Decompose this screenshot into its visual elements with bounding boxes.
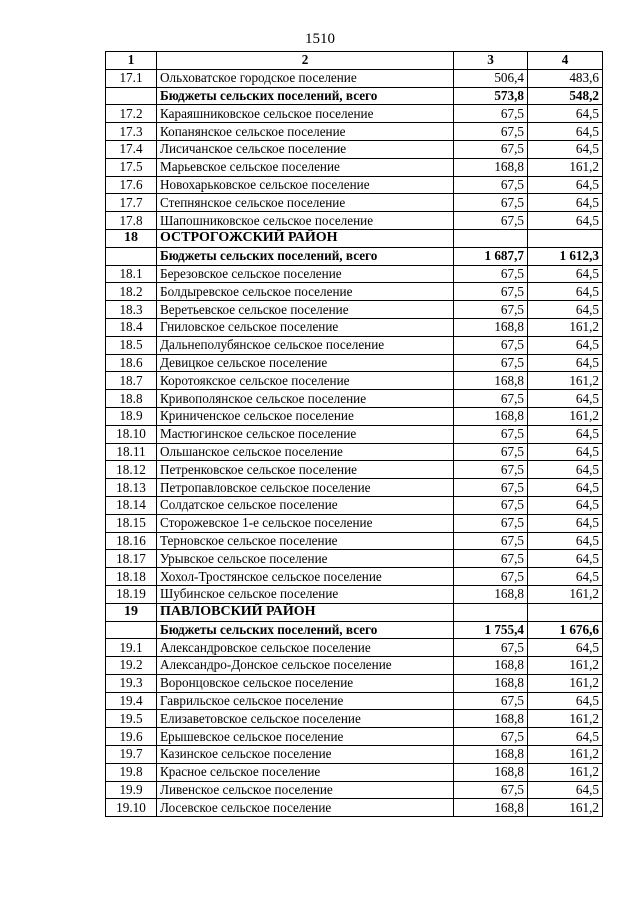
- row-number-cell: 19.1: [106, 639, 157, 657]
- row-value-col4-cell: 161,2: [528, 763, 603, 781]
- row-number-cell: 18.10: [106, 425, 157, 443]
- row-value-col4-cell: 64,5: [528, 105, 603, 123]
- row-value-col3-cell: 67,5: [454, 354, 528, 372]
- table-row: [106, 639, 603, 657]
- row-value-col3-cell: 67,5: [454, 336, 528, 354]
- row-value-col4-cell: 64,5: [528, 194, 603, 212]
- table-row: [106, 514, 603, 532]
- row-number-cell: [106, 621, 157, 639]
- table-row: [106, 799, 603, 817]
- table-row: [106, 140, 603, 158]
- row-value-col4-cell: 64,5: [528, 123, 603, 141]
- row-number-cell: 18.19: [106, 585, 157, 603]
- row-name-cell: Кривополянское сельское поселение: [157, 390, 454, 408]
- row-value-col4-cell: [528, 603, 603, 621]
- row-value-col3-cell: 67,5: [454, 301, 528, 319]
- row-name-cell: Дальнеполубянское сельское поселение: [157, 336, 454, 354]
- row-value-col4-cell: 64,5: [528, 532, 603, 550]
- row-value-col4-cell: 64,5: [528, 496, 603, 514]
- row-name-cell: Петропавловское сельское поселение: [157, 479, 454, 497]
- table-row: [106, 123, 603, 141]
- header-col-3: 3: [454, 52, 528, 70]
- row-name-cell: Александро-Донское сельское поселение: [157, 657, 454, 675]
- table-row: [106, 657, 603, 675]
- row-number-cell: 17.7: [106, 194, 157, 212]
- row-number-cell: 18.13: [106, 479, 157, 497]
- row-number-cell: 18: [106, 229, 157, 247]
- budget-table-body: [106, 52, 603, 817]
- table-row: [106, 674, 603, 692]
- table-row: [106, 692, 603, 710]
- row-value-col4-cell: 161,2: [528, 372, 603, 390]
- row-value-col3-cell: 168,8: [454, 372, 528, 390]
- row-value-col3-cell: 67,5: [454, 212, 528, 230]
- row-name-cell: Копанянское сельское поселение: [157, 123, 454, 141]
- row-name-cell: Бюджеты сельских поселений, всего: [157, 87, 454, 105]
- table-row: [106, 781, 603, 799]
- row-value-col3-cell: 67,5: [454, 496, 528, 514]
- header-col-4: 4: [528, 52, 603, 70]
- row-number-cell: 19: [106, 603, 157, 621]
- row-value-col3-cell: 67,5: [454, 532, 528, 550]
- table-row: [106, 194, 603, 212]
- row-value-col3-cell: 168,8: [454, 799, 528, 817]
- row-value-col3-cell: 67,5: [454, 639, 528, 657]
- table-row: [106, 496, 603, 514]
- table-row: [106, 585, 603, 603]
- row-name-cell: Степнянское сельское поселение: [157, 194, 454, 212]
- row-name-cell: Новохарьковское сельское поселение: [157, 176, 454, 194]
- table-row: [106, 461, 603, 479]
- row-value-col3-cell: 67,5: [454, 140, 528, 158]
- row-name-cell: Ерышевское сельское поселение: [157, 728, 454, 746]
- row-value-col4-cell: 1 676,6: [528, 621, 603, 639]
- row-name-cell: Лисичанское сельское поселение: [157, 140, 454, 158]
- row-value-col3-cell: 168,8: [454, 657, 528, 675]
- table-row: [106, 568, 603, 586]
- row-value-col4-cell: 161,2: [528, 674, 603, 692]
- row-name-cell: Лосевское сельское поселение: [157, 799, 454, 817]
- table-row: [106, 390, 603, 408]
- row-value-col4-cell: 64,5: [528, 479, 603, 497]
- row-number-cell: 18.8: [106, 390, 157, 408]
- row-value-col3-cell: 67,5: [454, 728, 528, 746]
- row-number-cell: 19.5: [106, 710, 157, 728]
- row-name-cell: Гаврильское сельское поселение: [157, 692, 454, 710]
- row-value-col4-cell: 64,5: [528, 443, 603, 461]
- row-value-col4-cell: 1 612,3: [528, 247, 603, 265]
- row-value-col3-cell: 1 687,7: [454, 247, 528, 265]
- row-name-cell: Терновское сельское поселение: [157, 532, 454, 550]
- row-value-col3-cell: 506,4: [454, 69, 528, 87]
- row-name-cell: Веретьевское сельское поселение: [157, 301, 454, 319]
- header-col-1: 1: [106, 52, 157, 70]
- table-row: [106, 532, 603, 550]
- row-value-col4-cell: 64,5: [528, 176, 603, 194]
- row-name-cell: Гниловское сельское поселение: [157, 318, 454, 336]
- total-row: [106, 87, 603, 105]
- row-value-col4-cell: 161,2: [528, 158, 603, 176]
- row-value-col3-cell: 67,5: [454, 123, 528, 141]
- total-row: [106, 621, 603, 639]
- row-value-col4-cell: 64,5: [528, 354, 603, 372]
- table-row: [106, 158, 603, 176]
- table-row: [106, 763, 603, 781]
- table-row: [106, 728, 603, 746]
- row-number-cell: [106, 247, 157, 265]
- row-value-col4-cell: 161,2: [528, 710, 603, 728]
- row-value-col4-cell: 64,5: [528, 781, 603, 799]
- row-number-cell: 18.7: [106, 372, 157, 390]
- row-number-cell: 19.10: [106, 799, 157, 817]
- table-row: [106, 69, 603, 87]
- table-row: [106, 265, 603, 283]
- table-row: [106, 336, 603, 354]
- table-row: [106, 443, 603, 461]
- row-value-col4-cell: 548,2: [528, 87, 603, 105]
- row-value-col3-cell: 67,5: [454, 265, 528, 283]
- row-number-cell: 17.2: [106, 105, 157, 123]
- row-value-col4-cell: 161,2: [528, 585, 603, 603]
- row-value-col4-cell: 64,5: [528, 140, 603, 158]
- row-name-cell: Сторожевское 1-е сельское поселение: [157, 514, 454, 532]
- page-number: 1510: [305, 31, 335, 47]
- row-value-col3-cell: 168,8: [454, 763, 528, 781]
- table-row: [106, 212, 603, 230]
- budget-table: [105, 51, 603, 817]
- row-number-cell: 17.8: [106, 212, 157, 230]
- row-value-col3-cell: 168,8: [454, 674, 528, 692]
- row-value-col4-cell: 161,2: [528, 746, 603, 764]
- row-number-cell: 18.5: [106, 336, 157, 354]
- row-value-col4-cell: 64,5: [528, 283, 603, 301]
- row-number-cell: 17.6: [106, 176, 157, 194]
- row-value-col3-cell: 168,8: [454, 318, 528, 336]
- row-number-cell: 19.8: [106, 763, 157, 781]
- row-name-cell: Ольховатское городское поселение: [157, 69, 454, 87]
- row-value-col3-cell: 168,8: [454, 585, 528, 603]
- total-row: [106, 247, 603, 265]
- row-value-col3-cell: 67,5: [454, 514, 528, 532]
- row-name-cell: Криниченское сельское поселение: [157, 407, 454, 425]
- row-name-cell: Шапошниковское сельское поселение: [157, 212, 454, 230]
- row-name-cell: Ливенское сельское поселение: [157, 781, 454, 799]
- row-name-cell: Хохол-Тростянское сельское поселение: [157, 568, 454, 586]
- row-value-col4-cell: 161,2: [528, 318, 603, 336]
- row-number-cell: 18.9: [106, 407, 157, 425]
- row-value-col4-cell: 64,5: [528, 301, 603, 319]
- row-value-col3-cell: 67,5: [454, 105, 528, 123]
- row-value-col4-cell: 64,5: [528, 514, 603, 532]
- table-row: [106, 550, 603, 568]
- table-row: [106, 479, 603, 497]
- row-name-cell: Елизаветовское сельское поселение: [157, 710, 454, 728]
- row-number-cell: 18.11: [106, 443, 157, 461]
- row-value-col3-cell: 67,5: [454, 461, 528, 479]
- row-name-cell: Ольшанское сельское поселение: [157, 443, 454, 461]
- row-value-col3-cell: 67,5: [454, 194, 528, 212]
- table-row: [106, 301, 603, 319]
- row-number-cell: 18.2: [106, 283, 157, 301]
- row-name-cell: Болдыревское сельское поселение: [157, 283, 454, 301]
- row-value-col3-cell: 168,8: [454, 407, 528, 425]
- row-name-cell: Бюджеты сельских поселений, всего: [157, 621, 454, 639]
- row-name-cell: ОСТРОГОЖСКИЙ РАЙОН: [157, 229, 454, 247]
- row-value-col3-cell: 168,8: [454, 158, 528, 176]
- row-value-col4-cell: 64,5: [528, 692, 603, 710]
- row-number-cell: 18.15: [106, 514, 157, 532]
- row-value-col4-cell: 64,5: [528, 550, 603, 568]
- row-name-cell: Красное сельское поселение: [157, 763, 454, 781]
- row-value-col4-cell: 64,5: [528, 336, 603, 354]
- table-header-row: [106, 52, 603, 70]
- table-row: [106, 407, 603, 425]
- row-value-col4-cell: 161,2: [528, 799, 603, 817]
- row-number-cell: 19.2: [106, 657, 157, 675]
- row-value-col3-cell: 67,5: [454, 550, 528, 568]
- row-number-cell: 18.14: [106, 496, 157, 514]
- row-number-cell: 17.3: [106, 123, 157, 141]
- row-number-cell: 18.16: [106, 532, 157, 550]
- table-row: [106, 176, 603, 194]
- row-name-cell: Коротоякское сельское поселение: [157, 372, 454, 390]
- row-value-col3-cell: 67,5: [454, 443, 528, 461]
- row-name-cell: Шубинское сельское поселение: [157, 585, 454, 603]
- row-value-col4-cell: 64,5: [528, 568, 603, 586]
- row-number-cell: 17.1: [106, 69, 157, 87]
- row-value-col4-cell: 161,2: [528, 657, 603, 675]
- row-value-col3-cell: [454, 229, 528, 247]
- row-number-cell: 18.4: [106, 318, 157, 336]
- row-name-cell: Бюджеты сельских поселений, всего: [157, 247, 454, 265]
- row-name-cell: Петренковское сельское поселение: [157, 461, 454, 479]
- row-value-col3-cell: 67,5: [454, 692, 528, 710]
- row-name-cell: Солдатское сельское поселение: [157, 496, 454, 514]
- row-name-cell: ПАВЛОВСКИЙ РАЙОН: [157, 603, 454, 621]
- row-number-cell: 19.9: [106, 781, 157, 799]
- row-name-cell: Караяшниковское сельское поселение: [157, 105, 454, 123]
- row-value-col3-cell: 168,8: [454, 710, 528, 728]
- table-row: [106, 746, 603, 764]
- row-number-cell: [106, 87, 157, 105]
- row-name-cell: Казинское сельское поселение: [157, 746, 454, 764]
- header-col-2: 2: [157, 52, 454, 70]
- row-value-col3-cell: 168,8: [454, 746, 528, 764]
- row-number-cell: 19.6: [106, 728, 157, 746]
- row-value-col4-cell: [528, 229, 603, 247]
- table-row: [106, 425, 603, 443]
- row-value-col3-cell: 67,5: [454, 781, 528, 799]
- table-row: [106, 372, 603, 390]
- row-value-col3-cell: 573,8: [454, 87, 528, 105]
- row-number-cell: 18.3: [106, 301, 157, 319]
- row-value-col4-cell: 161,2: [528, 407, 603, 425]
- row-number-cell: 18.6: [106, 354, 157, 372]
- row-value-col3-cell: 67,5: [454, 176, 528, 194]
- row-value-col3-cell: 67,5: [454, 425, 528, 443]
- row-value-col4-cell: 64,5: [528, 461, 603, 479]
- district-row: [106, 229, 603, 247]
- row-name-cell: Александровское сельское поселение: [157, 639, 454, 657]
- table-row: [106, 105, 603, 123]
- row-value-col4-cell: 483,6: [528, 69, 603, 87]
- row-value-col4-cell: 64,5: [528, 265, 603, 283]
- row-name-cell: Воронцовское сельское поселение: [157, 674, 454, 692]
- row-number-cell: 18.18: [106, 568, 157, 586]
- row-number-cell: 17.4: [106, 140, 157, 158]
- row-value-col3-cell: 67,5: [454, 568, 528, 586]
- row-value-col3-cell: 1 755,4: [454, 621, 528, 639]
- row-value-col4-cell: 64,5: [528, 425, 603, 443]
- row-name-cell: Мастюгинское сельское поселение: [157, 425, 454, 443]
- row-name-cell: Березовское сельское поселение: [157, 265, 454, 283]
- district-row: [106, 603, 603, 621]
- row-number-cell: 18.1: [106, 265, 157, 283]
- row-value-col4-cell: 64,5: [528, 212, 603, 230]
- table-row: [106, 283, 603, 301]
- row-name-cell: Урывское сельское поселение: [157, 550, 454, 568]
- row-name-cell: Девицкое сельское поселение: [157, 354, 454, 372]
- table-row: [106, 318, 603, 336]
- row-number-cell: 18.12: [106, 461, 157, 479]
- row-value-col3-cell: 67,5: [454, 390, 528, 408]
- row-name-cell: Марьевское сельское поселение: [157, 158, 454, 176]
- table-row: [106, 710, 603, 728]
- row-number-cell: 19.4: [106, 692, 157, 710]
- row-value-col3-cell: 67,5: [454, 283, 528, 301]
- row-value-col3-cell: [454, 603, 528, 621]
- row-value-col4-cell: 64,5: [528, 728, 603, 746]
- row-value-col3-cell: 67,5: [454, 479, 528, 497]
- row-number-cell: 18.17: [106, 550, 157, 568]
- row-number-cell: 19.7: [106, 746, 157, 764]
- row-number-cell: 17.5: [106, 158, 157, 176]
- row-value-col4-cell: 64,5: [528, 639, 603, 657]
- row-number-cell: 19.3: [106, 674, 157, 692]
- table-row: [106, 354, 603, 372]
- row-value-col4-cell: 64,5: [528, 390, 603, 408]
